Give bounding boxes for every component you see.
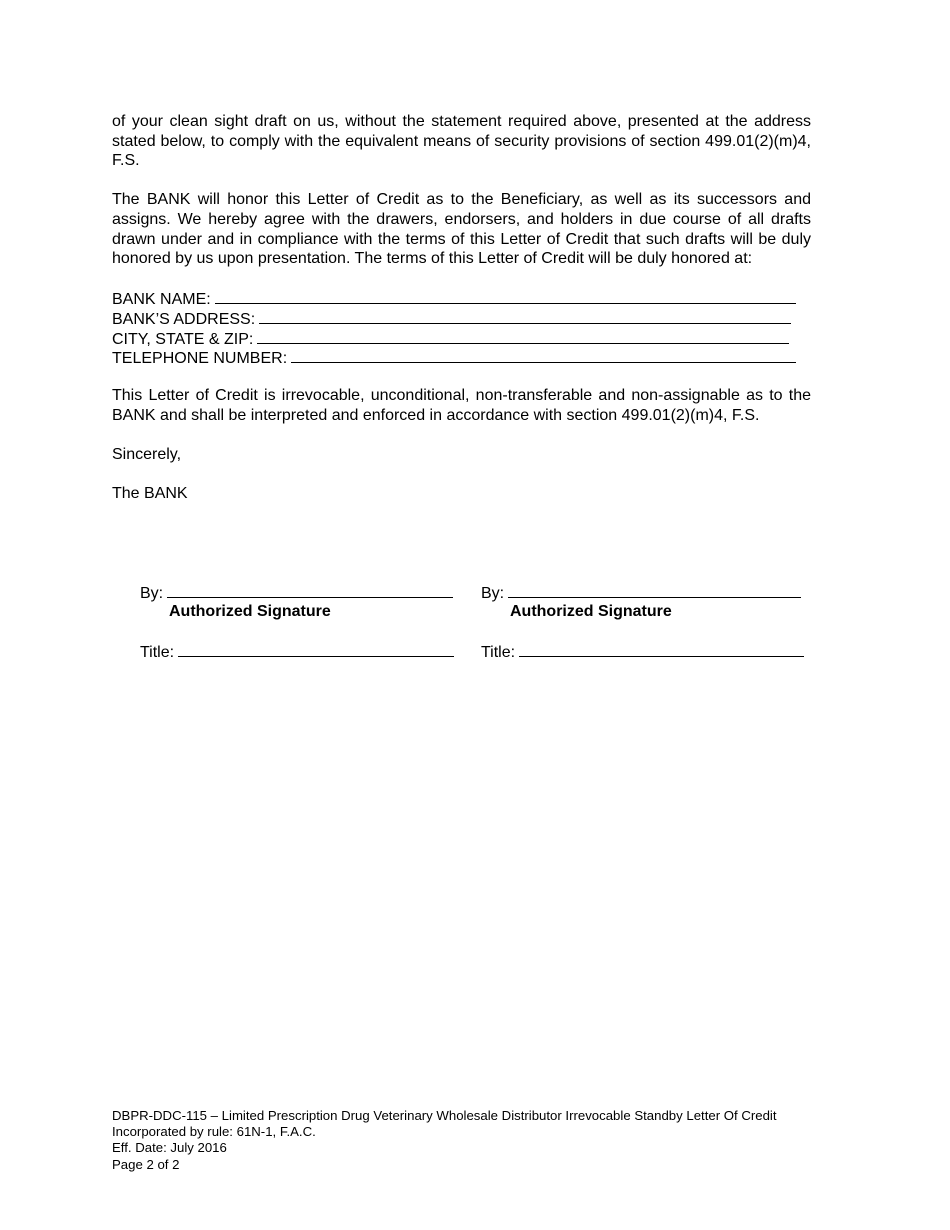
by-signature-line[interactable] bbox=[167, 582, 453, 598]
by-label: By: bbox=[481, 585, 505, 602]
title-field[interactable] bbox=[481, 641, 811, 661]
effective-date-text: Eff. Date: July 2016 bbox=[112, 1140, 227, 1156]
signer-text: The BANK bbox=[112, 485, 188, 503]
paragraph-irrevocable: This Letter of Credit is irrevocable, unconditional, non-transferable and non-assignable as to the BANK and shall be interpreted and enforced in accordance with section 499.01(2)(m)4, F.S. bbox=[112, 387, 811, 424]
bank-info-fields bbox=[112, 288, 811, 366]
bank-address-field[interactable] bbox=[112, 308, 811, 328]
document-body bbox=[112, 112, 811, 504]
rule-text: Incorporated by rule: 61N-1, F.A.C. bbox=[112, 1124, 316, 1140]
authorized-signature-caption: Authorized Signature bbox=[169, 602, 331, 620]
by-signature-line[interactable] bbox=[508, 582, 801, 598]
bank-name-label: BANK NAME: bbox=[112, 291, 211, 309]
page-number-text: Page 2 of 2 bbox=[112, 1156, 180, 1172]
bank-address-line[interactable] bbox=[259, 308, 791, 324]
form-footer bbox=[112, 1108, 777, 1173]
bank-address-label: BANK’S ADDRESS: bbox=[112, 310, 256, 328]
paragraph-honor-terms: The BANK will honor this Letter of Credit as to the Beneficiary, as well as its successors and assigns. We hereby agree with the drawers, endorsers, and holders in due course of all drafts drawn under and in compliance with the terms of this Letter of Credit that such drafts will be duly honored by us upon presentation. The terms of this Letter of Credit will be duly honored at: bbox=[112, 191, 811, 268]
signature-column-right bbox=[481, 582, 811, 660]
authorized-signature-caption: Authorized Signature bbox=[510, 602, 672, 620]
city-state-zip-line[interactable] bbox=[257, 328, 789, 344]
paragraph-sight-draft: of your clean sight draft on us, without the statement required above, presented at the address stated below, to comply with the equivalent means of security provisions of section 499.01(2)(m)4, F.S. bbox=[112, 113, 811, 170]
city-state-zip-label: CITY, STATE & ZIP: bbox=[112, 330, 254, 348]
signature-column-left bbox=[140, 582, 470, 660]
bank-name-field[interactable] bbox=[112, 288, 811, 308]
by-signature-field[interactable] bbox=[481, 582, 811, 602]
telephone-label: TELEPHONE NUMBER: bbox=[112, 350, 288, 368]
title-field[interactable] bbox=[140, 641, 470, 661]
by-label: By: bbox=[140, 585, 164, 602]
title-label: Title: bbox=[140, 643, 175, 661]
telephone-line[interactable] bbox=[291, 347, 796, 363]
title-line[interactable] bbox=[519, 641, 804, 657]
bank-name-line[interactable] bbox=[215, 288, 796, 304]
title-label: Title: bbox=[481, 643, 516, 661]
closing-text: Sincerely, bbox=[112, 446, 182, 464]
form-id-text: DBPR-DDC-115 – Limited Prescription Drug Veterinary Wholesale Distributor Irrevocable Standby Letter Of Credit bbox=[112, 1108, 777, 1123]
telephone-field[interactable] bbox=[112, 347, 811, 367]
signature-block bbox=[140, 582, 820, 672]
by-signature-field[interactable] bbox=[140, 582, 470, 602]
title-line[interactable] bbox=[178, 641, 454, 657]
city-state-zip-field[interactable] bbox=[112, 328, 811, 348]
